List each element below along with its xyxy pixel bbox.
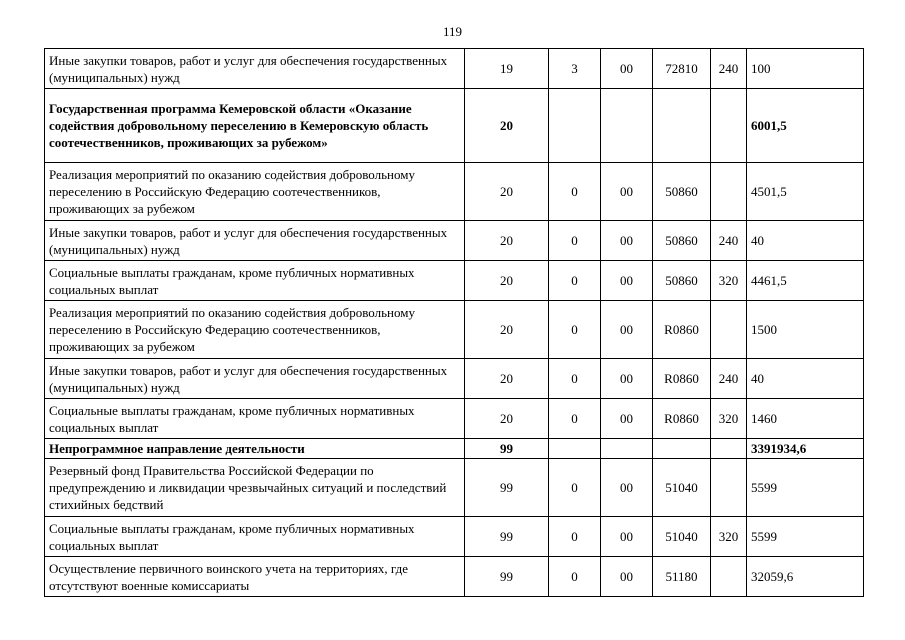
- event-code-cell: [601, 89, 653, 163]
- table-row: [45, 399, 864, 439]
- event-code-cell: [601, 439, 653, 459]
- event-code-cell: 00: [601, 399, 653, 439]
- row-name-cell: Социальные выплаты гражданам, кроме публичных нормативных социальных выплат: [45, 261, 465, 301]
- amount-cell: 40: [747, 359, 864, 399]
- section-code-cell: 20: [465, 221, 549, 261]
- expense-type-cell: 320: [711, 399, 747, 439]
- event-code-cell: 00: [601, 261, 653, 301]
- subprogram-code-cell: 3: [549, 49, 601, 89]
- expense-type-cell: 240: [711, 359, 747, 399]
- section-code-cell: 99: [465, 459, 549, 517]
- row-name-cell: Иные закупки товаров, работ и услуг для обеспечения государственных (муниципальных) нужд: [45, 221, 465, 261]
- direction-code-cell: 50860: [653, 163, 711, 221]
- amount-cell: 40: [747, 221, 864, 261]
- direction-code-cell: 50860: [653, 261, 711, 301]
- table-row: [45, 359, 864, 399]
- direction-code-cell: 72810: [653, 49, 711, 89]
- event-code-cell: 00: [601, 163, 653, 221]
- event-code-cell: 00: [601, 459, 653, 517]
- table-row: [45, 163, 864, 221]
- subprogram-code-cell: 0: [549, 221, 601, 261]
- row-name-cell: Непрограммное направление деятельности: [45, 439, 465, 459]
- table-row: [45, 459, 864, 517]
- subprogram-code-cell: [549, 439, 601, 459]
- subprogram-code-cell: 0: [549, 517, 601, 557]
- amount-cell: 3391934,6: [747, 439, 864, 459]
- subprogram-code-cell: 0: [549, 557, 601, 597]
- table-row: [45, 49, 864, 89]
- event-code-cell: 00: [601, 49, 653, 89]
- expense-type-cell: 240: [711, 221, 747, 261]
- direction-code-cell: R0860: [653, 359, 711, 399]
- amount-cell: 5599: [747, 459, 864, 517]
- row-name-cell: Реализация мероприятий по оказанию содействия добровольному переселению в Российскую Федерацию соотечественников, проживающих за рубежом: [45, 163, 465, 221]
- subprogram-code-cell: 0: [549, 163, 601, 221]
- event-code-cell: 00: [601, 221, 653, 261]
- row-name-cell: Государственная программа Кемеровской области «Оказание содействия добровольному переселению в Кемеровскую область соотечественников, проживающих за рубежом»: [45, 89, 465, 163]
- expense-type-cell: [711, 301, 747, 359]
- section-code-cell: 20: [465, 261, 549, 301]
- amount-cell: 1500: [747, 301, 864, 359]
- direction-code-cell: 51040: [653, 459, 711, 517]
- section-code-cell: 20: [465, 163, 549, 221]
- direction-code-cell: 50860: [653, 221, 711, 261]
- expense-type-cell: [711, 89, 747, 163]
- subprogram-code-cell: 0: [549, 459, 601, 517]
- direction-code-cell: [653, 439, 711, 459]
- direction-code-cell: 51180: [653, 557, 711, 597]
- direction-code-cell: R0860: [653, 301, 711, 359]
- amount-cell: 100: [747, 49, 864, 89]
- amount-cell: 6001,5: [747, 89, 864, 163]
- expense-type-cell: 320: [711, 517, 747, 557]
- table-row: [45, 261, 864, 301]
- expense-type-cell: [711, 439, 747, 459]
- row-name-cell: Резервный фонд Правительства Российской Федерации по предупреждению и ликвидации чрезвычайных ситуаций и последствий стихийных бедствий: [45, 459, 465, 517]
- amount-cell: 32059,6: [747, 557, 864, 597]
- row-name-cell: Осуществление первичного воинского учета на территориях, где отсутствуют военные комиссариаты: [45, 557, 465, 597]
- subprogram-code-cell: 0: [549, 261, 601, 301]
- amount-cell: 4501,5: [747, 163, 864, 221]
- table-row: [45, 517, 864, 557]
- subprogram-code-cell: 0: [549, 359, 601, 399]
- section-code-cell: 20: [465, 359, 549, 399]
- amount-cell: 4461,5: [747, 261, 864, 301]
- section-code-cell: 20: [465, 301, 549, 359]
- section-code-cell: 20: [465, 399, 549, 439]
- section-code-cell: 20: [465, 89, 549, 163]
- expense-type-cell: [711, 557, 747, 597]
- row-name-cell: Социальные выплаты гражданам, кроме публичных нормативных социальных выплат: [45, 517, 465, 557]
- subprogram-code-cell: 0: [549, 301, 601, 359]
- expense-type-cell: [711, 459, 747, 517]
- subprogram-code-cell: [549, 89, 601, 163]
- table-row: [45, 221, 864, 261]
- row-name-cell: Реализация мероприятий по оказанию содействия добровольному переселению в Российскую Федерацию соотечественников, проживающих за рубежом: [45, 301, 465, 359]
- event-code-cell: 00: [601, 517, 653, 557]
- row-name-cell: Социальные выплаты гражданам, кроме публичных нормативных социальных выплат: [45, 399, 465, 439]
- row-name-cell: Иные закупки товаров, работ и услуг для обеспечения государственных (муниципальных) нужд: [45, 49, 465, 89]
- table-row: [45, 557, 864, 597]
- subprogram-code-cell: 0: [549, 399, 601, 439]
- expense-type-cell: 240: [711, 49, 747, 89]
- direction-code-cell: 51040: [653, 517, 711, 557]
- amount-cell: 1460: [747, 399, 864, 439]
- event-code-cell: 00: [601, 359, 653, 399]
- section-code-cell: 19: [465, 49, 549, 89]
- section-code-cell: 99: [465, 557, 549, 597]
- table-row: [45, 301, 864, 359]
- table-row: [45, 439, 864, 459]
- expense-type-cell: 320: [711, 261, 747, 301]
- section-code-cell: 99: [465, 439, 549, 459]
- direction-code-cell: R0860: [653, 399, 711, 439]
- section-code-cell: 99: [465, 517, 549, 557]
- page-number: 119: [442, 24, 463, 39]
- expense-type-cell: [711, 163, 747, 221]
- direction-code-cell: [653, 89, 711, 163]
- event-code-cell: 00: [601, 301, 653, 359]
- table-row: [45, 89, 864, 163]
- budget-table: [44, 48, 864, 597]
- amount-cell: 5599: [747, 517, 864, 557]
- event-code-cell: 00: [601, 557, 653, 597]
- row-name-cell: Иные закупки товаров, работ и услуг для обеспечения государственных (муниципальных) нужд: [45, 359, 465, 399]
